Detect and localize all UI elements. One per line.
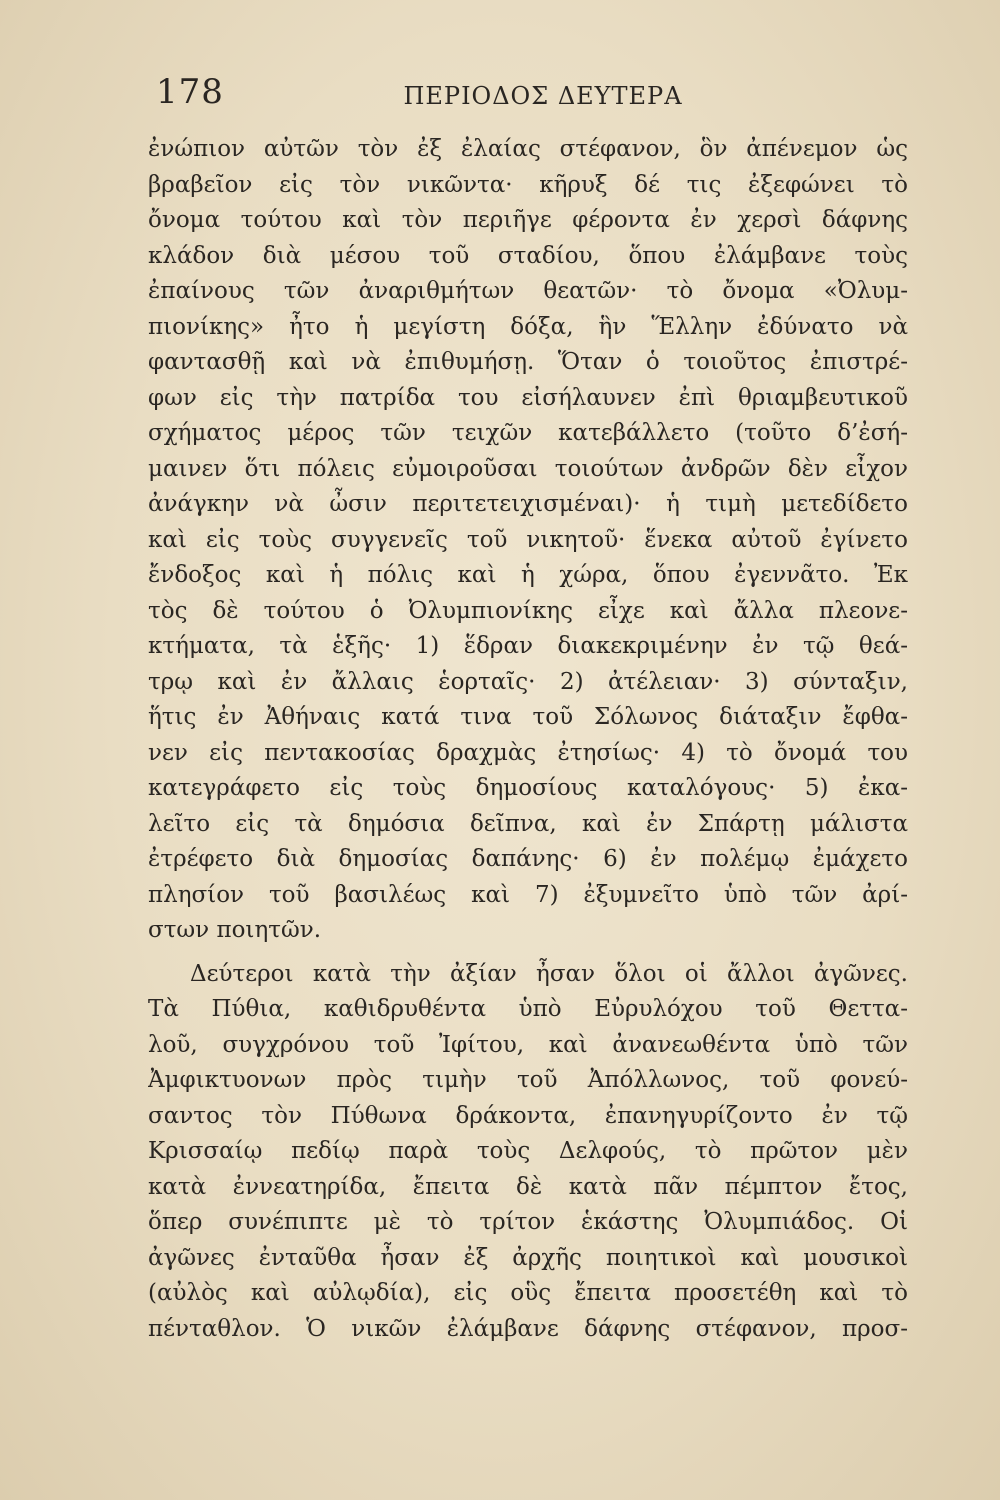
text-line: πένταθλον. Ὁ νικῶν ἐλάμβανε δάφνης στέφανον, προσ- [148,1315,908,1342]
text-line: ἔνδοξος καὶ ἡ πόλις καὶ ἡ χώρα, ὅπου ἐγεννᾶτο. Ἐκ [148,562,908,588]
text-line: τρῳ καὶ ἐν ἄλλαις ἑορταῖς· 2) ἀτέλειαν· 3) σύνταξιν, [148,668,908,695]
text-line: κτήματα, τὰ ἑξῆς· 1) ἕδραν διακεκριμένην ἐν τῷ θεά- [148,633,908,659]
page-number: 178 [156,72,224,112]
text-line: Τὰ Πύθια, καθιδρυθέντα ὑπὸ Εὐρυλόχου τοῦ Θεττα- [148,996,908,1022]
text-line: Δεύτεροι κατὰ τὴν ἀξίαν ἦσαν ὅλοι οἱ ἄλλοι ἀγῶνες. [190,960,908,987]
text-line: ἀγῶνες ἐνταῦθα ἦσαν ἐξ ἀρχῆς ποιητικοὶ καὶ μουσικοὶ [148,1244,908,1271]
text-line: ἀνάγκην νὰ ὦσιν περιτετειχισμέναι)· ἡ τιμὴ μετεδίδετο [148,491,908,517]
text-line: λοῦ, συγχρόνου τοῦ Ἰφίτου, καὶ ἀνανεωθέντα ὑπὸ τῶν [148,1031,908,1058]
text-line: μαινεν ὅτι πόλεις εὐμοιροῦσαι τοιούτων ἀνδρῶν δὲν εἶχον [148,455,908,482]
text-line: (αὐλὸς καὶ αὐλῳδία), εἰς οὓς ἔπειτα προσετέθη καὶ τὸ [148,1280,908,1306]
text-line: σχήματος μέρος τῶν τειχῶν κατεβάλλετο (τοῦτο δ’ἐσή- [148,420,908,446]
text-line: Ἀμφικτυονων πρὸς τιμὴν τοῦ Ἀπόλλωνος, τοῦ φονεύ- [148,1067,908,1093]
text-line: νεν εἰς πεντακοσίας δραχμὰς ἐτησίως· 4) τὸ ὄνομά του [148,739,908,766]
text-line: ἐπαίνους τῶν ἀναριθμήτων θεατῶν· τὸ ὄνομα «Ὀλυμ- [148,278,908,304]
text-line: κατεγράφετο εἰς τοὺς δημοσίους καταλόγους· 5) ἐκα- [148,775,908,801]
body-text [148,132,908,1347]
page-header [148,70,908,120]
text-line: ὄνομα τούτου καὶ τὸν περιῆγε φέροντα ἐν χερσὶ δάφνης [148,207,908,233]
text-line: φαντασθῇ καὶ νὰ ἐπιθυμήσῃ. Ὅταν ὁ τοιοῦτος ἐπιστρέ- [148,349,908,375]
running-title: ΠΕΡΙΟΔΟΣ ΔΕΥΤΕΡΑ [403,82,683,110]
paragraph-gap [148,949,908,957]
text-line: Κρισσαίῳ πεδίῳ παρὰ τοὺς Δελφούς, τὸ πρῶτον μὲν [148,1138,908,1164]
text-line: τὸς δὲ τούτου ὁ Ὀλυμπιονίκης εἶχε καὶ ἄλλα πλεονε- [148,597,908,624]
text-line: καὶ εἰς τοὺς συγγενεῖς τοῦ νικητοῦ· ἕνεκα αὐτοῦ ἐγίνετο [148,526,908,553]
text-line: ἐνώπιον αὐτῶν τὸν ἐξ ἐλαίας στέφανον, ὃν ἀπένεμον ὡς [148,136,908,162]
text-line: πιονίκης» ἦτο ἡ μεγίστη δόξα, ἣν Ἕλλην ἐδύνατο νὰ [148,313,908,340]
text-line: στων ποιητῶν. [148,917,322,943]
text-line: κλάδον διὰ μέσου τοῦ σταδίου, ὅπου ἐλάμβανε τοὺς [148,242,908,269]
text-line: βραβεῖον εἰς τὸν νικῶντα· κῆρυξ δέ τις ἐξεφώνει τὸ [148,171,908,198]
text-line: ἥτις ἐν Ἀθήναις κατά τινα τοῦ Σόλωνος διάταξιν ἔφθα- [148,704,908,730]
text-line: λεῖτο εἰς τὰ δημόσια δεῖπνα, καὶ ἐν Σπάρτῃ μάλιστα [148,810,908,837]
text-line: ὅπερ συνέπιπτε μὲ τὸ τρίτον ἑκάστης Ὀλυμπιάδος. Οἱ [148,1209,908,1235]
text-line: φων εἰς τὴν πατρίδα του εἰσήλαυνεν ἐπὶ θριαμβευτικοῦ [148,384,908,411]
text-line: κατὰ ἐννεατηρίδα, ἔπειτα δὲ κατὰ πᾶν πέμπτον ἔτος, [148,1173,908,1200]
text-line: σαντος τὸν Πύθωνα δράκοντα, ἐπανηγυρίζοντο ἐν τῷ [148,1102,908,1129]
text-line: πλησίον τοῦ βασιλέως καὶ 7) ἐξυμνεῖτο ὑπὸ τῶν ἀρί- [148,881,908,908]
text-line: ἐτρέφετο διὰ δημοσίας δαπάνης· 6) ἐν πολέμῳ ἐμάχετο [148,846,908,872]
